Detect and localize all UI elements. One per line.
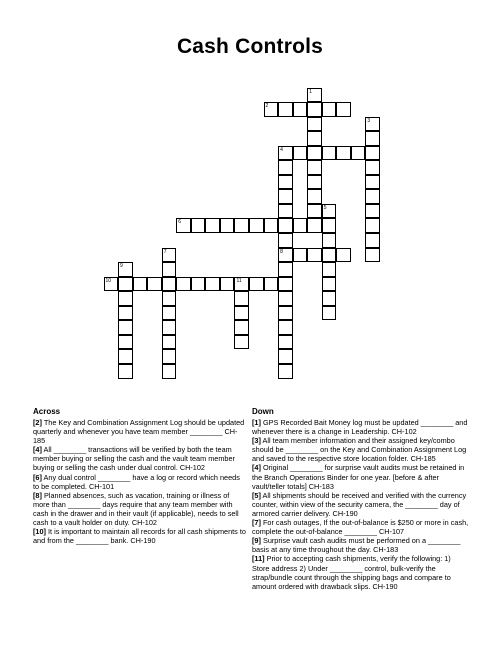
- grid-cell[interactable]: [162, 291, 177, 306]
- grid-cell[interactable]: [278, 335, 293, 350]
- grid-cell[interactable]: [133, 277, 148, 292]
- grid-cell[interactable]: [307, 189, 322, 204]
- grid-cell[interactable]: [118, 335, 133, 350]
- grid-cell[interactable]: [322, 248, 337, 263]
- down-clue: [1] GPS Recorded Bait Money log must be updated ________ and whenever there is a change in Leadership. CH-102: [252, 418, 468, 437]
- grid-cell[interactable]: [307, 146, 322, 161]
- grid-cell[interactable]: [322, 291, 337, 306]
- clue-number: 7: [163, 248, 167, 255]
- down-clues: [252, 406, 469, 591]
- grid-cell[interactable]: [278, 248, 293, 263]
- grid-cell[interactable]: [365, 117, 380, 132]
- grid-cell[interactable]: [234, 277, 249, 292]
- grid-cell[interactable]: [322, 102, 337, 117]
- grid-cell[interactable]: [307, 117, 322, 132]
- clue-number: 9: [120, 263, 123, 270]
- down-clue: [9] Surprise vault cash audits must be performed on a ________ basis at any time throughout the day. CH-183: [252, 536, 461, 555]
- clue-number: 8: [280, 248, 283, 255]
- grid-cell[interactable]: [278, 175, 293, 190]
- clue-number: 3: [367, 117, 371, 124]
- down-heading: Down: [252, 407, 274, 416]
- across-clue: [10] It is important to maintain all records for all cash shipments to and from the ________ bank. CH-190: [33, 527, 246, 546]
- grid-cell[interactable]: [351, 146, 366, 161]
- grid-cell[interactable]: [220, 277, 235, 292]
- grid-cell[interactable]: [205, 277, 220, 292]
- grid-cell[interactable]: [307, 160, 322, 175]
- grid-cell[interactable]: [365, 146, 380, 161]
- grid-cell[interactable]: [322, 218, 337, 233]
- grid-cell[interactable]: [234, 291, 249, 306]
- grid-cell[interactable]: [118, 291, 133, 306]
- grid-cell[interactable]: [293, 146, 308, 161]
- grid-cell[interactable]: [147, 277, 162, 292]
- down-clue: [11] Prior to accepting cash shipments, verify the following: 1) Store address 2) Under ________ control, bulk-verify the strap/bundle count through the shipping bags and compare to amount ordered with drawback slips. CH-190: [252, 554, 451, 591]
- grid-cell[interactable]: [293, 102, 308, 117]
- grid-cell[interactable]: [220, 218, 235, 233]
- across-clues: [33, 406, 246, 545]
- grid-cell[interactable]: [118, 277, 133, 292]
- grid-cell[interactable]: [322, 204, 337, 219]
- grid-cell[interactable]: [162, 349, 177, 364]
- grid-cell[interactable]: [278, 320, 293, 335]
- down-clue: [5] All shipments should be received and verified with the currency counter, within view of the security camera, the ________ day of armored carrier delivery. CH-190: [252, 490, 467, 518]
- grid-cell[interactable]: [322, 146, 337, 161]
- across-clue: [8] Planned absences, such as vacation, training or illness of more than ________ days require that any team member with cash in the drawer and in their vault (if applicable), needs to sell cash to a vault holder on duty. CH-102: [33, 490, 239, 528]
- clue-number: 11: [236, 277, 242, 284]
- grid-cell[interactable]: [365, 160, 380, 175]
- grid-cell[interactable]: [365, 218, 380, 233]
- clue-number: 10: [105, 277, 112, 284]
- grid-cell[interactable]: [278, 349, 293, 364]
- clue-number: 1: [309, 88, 312, 95]
- grid-cell[interactable]: [234, 320, 249, 335]
- grid-cell[interactable]: [307, 102, 322, 117]
- grid-cell[interactable]: [234, 335, 249, 350]
- grid-cell[interactable]: [264, 102, 279, 117]
- grid-cell[interactable]: [365, 175, 380, 190]
- grid-cell[interactable]: [278, 160, 293, 175]
- grid-cell[interactable]: [278, 277, 293, 292]
- grid-cell[interactable]: [162, 364, 177, 379]
- grid-cell[interactable]: [162, 320, 177, 335]
- grid-cell[interactable]: [278, 218, 293, 233]
- grid-cell[interactable]: [365, 248, 380, 263]
- down-clue: [3] All team member information and their assigned key/combo should be ________ on the Key and Combination Assignment Log and saved to the respective store location folder. CH-185: [252, 436, 467, 464]
- grid-cell[interactable]: [118, 306, 133, 321]
- grid-cell[interactable]: [307, 248, 322, 263]
- grid-cell[interactable]: [278, 102, 293, 117]
- grid-cell[interactable]: [365, 204, 380, 219]
- grid-cell[interactable]: [118, 320, 133, 335]
- grid-cell[interactable]: [322, 277, 337, 292]
- grid-cell[interactable]: [307, 218, 322, 233]
- grid-cell[interactable]: [118, 364, 133, 379]
- clue-number: 2: [265, 103, 269, 110]
- grid-cell[interactable]: [336, 248, 351, 263]
- grid-cell[interactable]: [104, 277, 119, 292]
- grid-cell[interactable]: [162, 306, 177, 321]
- grid-cell[interactable]: [278, 233, 293, 248]
- grid-cell[interactable]: [365, 233, 380, 248]
- across-clue: [6] Any dual control ________ have a log or record which needs to be completed. CH-101: [33, 472, 240, 491]
- grid-cell[interactable]: [162, 262, 177, 277]
- grid-cell[interactable]: [234, 218, 249, 233]
- clue-number: 4: [280, 146, 283, 153]
- across-heading: Across: [33, 407, 61, 416]
- grid-cell[interactable]: [322, 306, 337, 321]
- down-clue: [4] Original ________ for surprise vault audits must be retained in the Branch Operations Binder for one year. [before & after vault/teller totals] CH-183: [252, 463, 465, 491]
- grid-cell[interactable]: [365, 189, 380, 204]
- grid-cell[interactable]: [176, 218, 191, 233]
- grid-cell[interactable]: [191, 218, 206, 233]
- down-clue: [7] For cash outages, If the out-of-balance is $250 or more in cash, complete the out-of-balance ________ CH-107: [252, 518, 469, 537]
- grid-cell[interactable]: [249, 218, 264, 233]
- grid-cell[interactable]: [118, 262, 133, 277]
- grid-cell[interactable]: [162, 248, 177, 263]
- grid-cell[interactable]: [278, 291, 293, 306]
- grid-cell[interactable]: [293, 218, 308, 233]
- grid-cell[interactable]: [322, 262, 337, 277]
- grid-cell[interactable]: [264, 277, 279, 292]
- grid-cell[interactable]: [336, 102, 351, 117]
- grid-cell[interactable]: [278, 146, 293, 161]
- grid-cell[interactable]: [176, 277, 191, 292]
- grid-cell[interactable]: [307, 204, 322, 219]
- grid-cell[interactable]: [162, 335, 177, 350]
- grid-cell[interactable]: [278, 204, 293, 219]
- grid-cell[interactable]: [118, 349, 133, 364]
- grid-cell[interactable]: [264, 218, 279, 233]
- grid-cell[interactable]: [336, 146, 351, 161]
- clue-number: 6: [178, 219, 182, 226]
- page-title: Cash Controls: [176, 35, 324, 58]
- grid-cell[interactable]: [249, 277, 264, 292]
- grid-cell[interactable]: [293, 248, 308, 263]
- clue-number: 5: [323, 204, 327, 211]
- grid-cell[interactable]: [278, 262, 293, 277]
- grid-cell[interactable]: [322, 233, 337, 248]
- grid-cell[interactable]: [234, 306, 249, 321]
- across-clue: [4] All ________ transactions will be verified by both the team member buying or selling the cash and the vault team member buying or selling the cash under dual control. CH-102: [33, 445, 235, 473]
- grid-cell[interactable]: [307, 131, 322, 146]
- grid-cell[interactable]: [205, 218, 220, 233]
- grid-cell[interactable]: [278, 306, 293, 321]
- grid-cell[interactable]: [191, 277, 206, 292]
- grid-cell[interactable]: [162, 277, 177, 292]
- grid-cell[interactable]: [365, 131, 380, 146]
- across-clue: [2] The Key and Combination Assignment Log should be updated quarterly and whenever you have team member ________ CH-185: [33, 418, 245, 446]
- grid-cell[interactable]: [278, 189, 293, 204]
- grid-cell[interactable]: [307, 88, 322, 103]
- grid-cell[interactable]: [307, 175, 322, 190]
- grid-cell[interactable]: [278, 364, 293, 379]
